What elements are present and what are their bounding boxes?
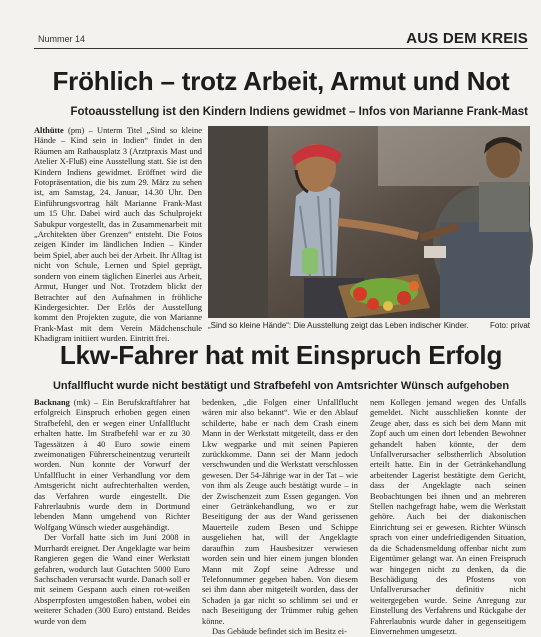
article2-subhead: Unfallflucht wurde nicht bestätigt und Strafbefehl von Amtsrichter Wünsch aufgehoben: [52, 380, 510, 392]
article1-body: [34, 126, 202, 345]
article1-photo: [208, 126, 530, 318]
article1-subhead: Fotoausstellung ist den Kindern Indiens gewidmet – Infos von Marianne Frank-Mast: [70, 106, 528, 118]
article2-body: [34, 398, 530, 636]
article2-dateline: Backnang: [34, 398, 70, 407]
article2-col2-paragraph-1: bedenken, „die Folgen einer Unfallflucht wären mir also bekannt“. Wie er den Ablauf schilderte, habe er nach dem Crash einem Mann in der Werkstatt mitgeteilt, dass er den Lkw wegparke und mit seinen Papieren zurückkomme. Dann sei der Mann jedoch verschwunden und die Werkstatt verschlossen gewesen. Der 54-Jährige war in der Tat – wie von ihm als Zeuge auch bestätigt wurde – in der Zwischenzeit zum Essen gegangen. Von einer Getränkehandlung, wo er zur Beseitigung der aus der Wand gerissenen Mauerteile zudem Besen und Schippe ausgeliehen hat, will der Angeklagte daraufhin zum Hausbesitzer verwiesen worden sein und hier einem jungen blonden Mann mit Zopf seine Adresse und Telefonnummer gegeben haben. Von diesem sei ihm dann aber mitgeteilt worden, dass der Schaden ja gar nicht so schlimm sei und er nach Beseitigung der Trümmer ruhig gehen könne.: [202, 398, 358, 626]
article2-column-3: [370, 398, 526, 637]
article2-column-2: [202, 398, 358, 637]
article2-col3-paragraph-1: nem Kollegen jemand wegen des Unfalls gemeldet. Nicht ausschließen konnte der Zeuge aber, dass es sich bei dem Mann mit Zopf auch um einen dort lebenden Bewohner gehandelt haben könnte, der dem Unfallverursacher selbstherrlich Absolution erteilt hatte. Ein in der Getränkehandlung arbeitender Lagerist bestätigte dem Gericht, dass der Angeklagte nach seinen Beobachtungen bei ihnen und an mehreren Stellen nachgefragt habe, wem die Werkstatt gehöre. Auch bei der diakonischen Einrichtung sei er gewesen. Richter Wünsch sprach von einer undefriedigenden Situation, da die Schadensmeldung offenbar nicht zum Eigentümer gelangt war. An einen Freispruch war hingegen nicht zu denken, da die Beschädigung des Pfostens von Unfallverursacher definitiv nicht weitergegeben wurde. Seine Anregung zur Einstellung des Verfahrens und Rückgabe der Fahrerlaubnis wurde daher in gegenseitigem Einvernehmen umgesetzt.: [370, 398, 526, 636]
photo-caption-text: „Sind so kleine Hände“: Die Ausstellung zeigt das Leben indischer Kinder.: [208, 321, 469, 330]
article2-col1-paragraph-1: (mk) – Ein Berufskraftfahrer hat erfolgreich Einspruch erhoben gegen einen Strafbefehl, den er wegen einer Unfallflucht erhalten hatte. Im Strafbefehl war er zu 30 Tagessätzen à 40 Euro sowie einem zweimonatigen Führerscheinentzug verurteilt worden. Nun konnte der Vorwurf der Unfallflucht in einer Verhandlung vor dem Amtsgericht nicht aufrechterhalten werden, das Verfahren wurde eingestellt. Die Fahrerlaubnis wurde dem in Dortmund lebenden Mann umgehend von Richter Wolfgang Wünsch wieder ausgehändigt.: [34, 398, 190, 532]
article2-col1-paragraph-2: Der Vorfall hatte sich im Juni 2008 in Murrhardt ereignet. Der Angeklagte war beim Rangieren gegen die Wand einer Werkstatt gefahren, wodurch laut Gutachten 5000 Euro Sachschaden verursacht wurde. Danach soll er mit seinem Gespann auch einen rot-weißen Absperrpfosten umgestoßen haben, wobei ein weiterer Schaden (300 Euro) entstand. Beides wurde von dem: [34, 533, 190, 626]
article1-dateline: Althütte: [34, 126, 64, 135]
article2-column-1: [34, 398, 190, 627]
article1-headline: Fröhlich – trotz Arbeit, Armut und Not: [52, 66, 510, 96]
photo-caption: [208, 321, 530, 330]
article2-headline: Lkw-Fahrer hat mit Einspruch Erfolg: [59, 340, 503, 370]
section-title: AUS DEM KREIS: [406, 30, 528, 47]
issue-number: Nummer 14: [38, 34, 86, 44]
photo-credit: Foto: privat: [489, 321, 530, 330]
article1-text: (pm) – Unterm Titel „Sind so kleine Hände – Kind sein in Indien“ findet in den Räumen am Rathausplatz 3 (Arztpraxis Mast und Atelier X-Fluß) eine Ausstellung statt. Sie ist den Kindern Indiens gewidmet. Eröffnet wird die Fotopräsentation, die bis zum 29. März zu sehen ist, am Samstag, 24. Januar, 14.30 Uhr. Den Einführungsvortrag hält Marianne Frank-Mast um 15 Uhr. Dabei wird auch das Schulprojekt Sabukpur vorgestellt, das in Zusammenarbeit mit „Architekten über Grenzen“ entsteht. Die Fotos zeigen Kinder im ländlichen Indien – Kinder beim Spiel, aber auch bei der Arbeit. Ihr Alltag ist nicht von Schule, Lernen und Spiel geprägt, sondern von einem täglichen Einerlei aus Arbeit, Armut, Hunger und Not. Trotzdem blickt der Betrachter auf den Aufnahmen in fröhliche Kindergesichter. Der Erlös der Ausstellung kommt den Projekten zugute, die von Marianne Frank-Mast mit dem Verein Mädchenschule Khadigram initiiert wurden. Eintritt frei.: [34, 126, 203, 344]
article2-col2-paragraph-2: Das Gebäude befindet sich im Besitz ei-: [212, 626, 347, 636]
photo-children-india: [208, 126, 530, 318]
page-header: [34, 30, 528, 49]
